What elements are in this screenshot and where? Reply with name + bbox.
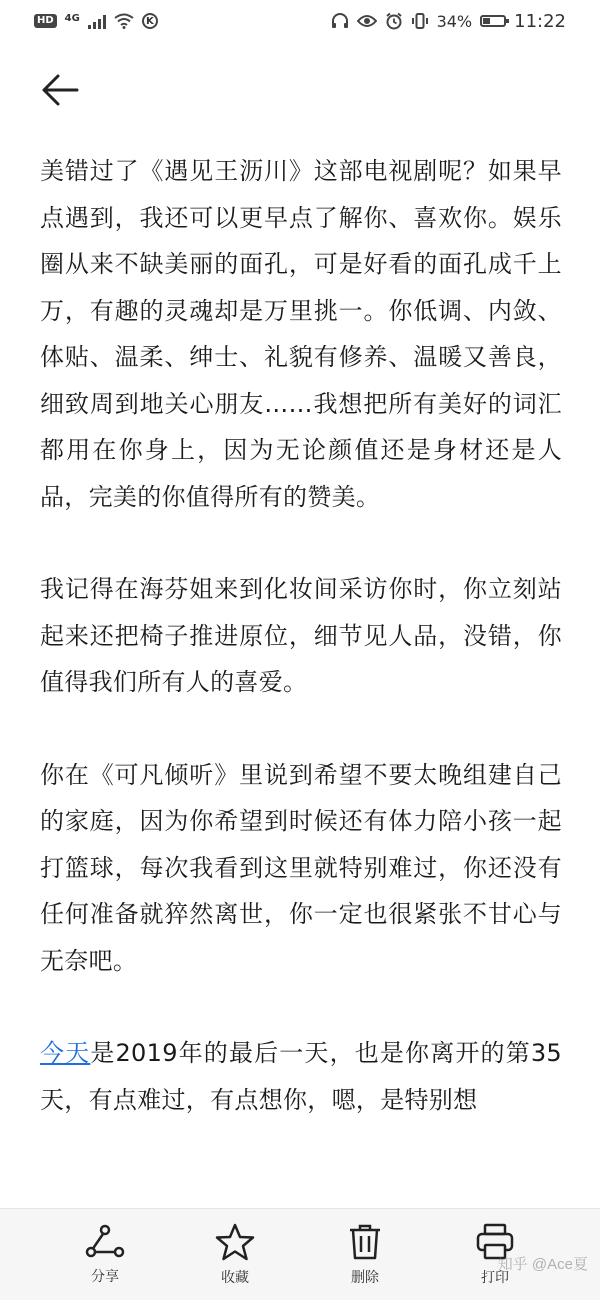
print-label: 打印 (481, 1269, 509, 1286)
bottom-toolbar (0, 1208, 600, 1300)
hd-badge: HD (34, 14, 57, 28)
back-arrow-icon (41, 74, 79, 106)
battery-fill (483, 18, 490, 24)
delete-label: 删除 (351, 1269, 379, 1286)
signal-icon (88, 13, 106, 29)
article-paragraph-text: 是2019年的最后一天，也是你离开的第35天，有点难过，有点想你，嗯，是特别想 (40, 1039, 562, 1114)
k-app-icon: K (142, 13, 158, 29)
network-type: 4G (64, 13, 80, 24)
eye-icon (357, 14, 377, 28)
back-button[interactable] (38, 68, 82, 112)
share-button[interactable] (40, 1224, 170, 1286)
favorite-label: 收藏 (221, 1269, 249, 1286)
trash-icon (347, 1223, 383, 1261)
share-label: 分享 (91, 1268, 119, 1285)
article-paragraph: 你在《可凡倾听》里说到希望不要太晚组建自己的家庭，因为你希望到时候还有体力陪小孩一起打篮球，每次我看到这里就特别难过，你还没有任何准备就猝然离世，你一定也很紧张不甘心与无奈吧。 (40, 760, 562, 975)
battery-icon (480, 15, 506, 27)
status-left (34, 13, 158, 29)
vibrate-icon (411, 12, 429, 30)
battery-percent: 34% (436, 11, 473, 31)
article-paragraph-last (40, 1030, 562, 1123)
status-right (331, 11, 566, 32)
delete-button[interactable] (300, 1223, 430, 1287)
article-paragraph: 美错过了《遇见王沥川》这部电视剧呢？如果早点遇到，我还可以更早点了解你、喜欢你。娱乐圈从来不缺美丽的面孔，可是好看的面孔成千上万，有趣的灵魂却是万里挑一。你低调、内敛、体贴、温柔、绅士、礼貌有修养、温暖又善良，细致周到地关心朋友……我想把所有美好的词汇都用在你身上，因为无论颜值还是身材还是人品，完美的你值得所有的赞美。 (40, 157, 562, 511)
alarm-icon (385, 12, 403, 30)
star-icon (215, 1223, 255, 1261)
article-content (40, 148, 562, 1169)
favorite-button[interactable] (170, 1223, 300, 1287)
headphones-icon (331, 13, 349, 29)
article-paragraph: 我记得在海芬姐来到化妆间采访你时，你立刻站起来还把椅子推进原位，细节见人品，没错，你值得我们所有人的喜爱。 (40, 575, 562, 696)
status-bar (0, 0, 600, 42)
status-time: 11:22 (514, 10, 566, 32)
share-icon (85, 1224, 125, 1260)
wifi-icon (114, 13, 134, 29)
watermark: 知乎 @Ace夏 (497, 1256, 588, 1273)
today-link[interactable]: 今天 (40, 1039, 91, 1067)
